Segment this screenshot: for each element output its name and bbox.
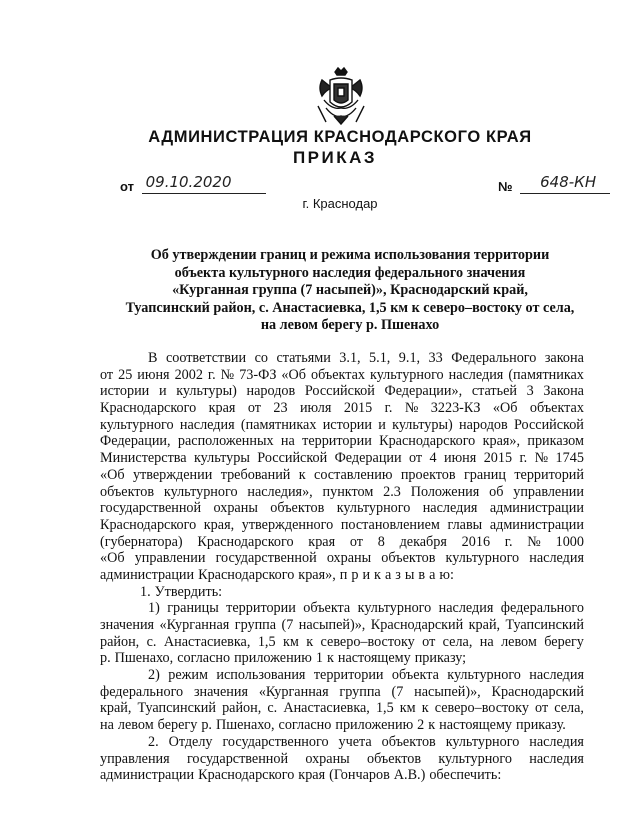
date-value: 09.10.2020 — [145, 173, 232, 191]
body-line: государственной охраны объектов культурного наследия администрации — [100, 500, 584, 517]
body-line: край, Туапсинский район, с. Анастасиевка, 1,5 км к северо–востоку от села, — [100, 700, 584, 717]
title-line: объекта культурного наследия федерального значения — [174, 264, 526, 281]
city: г. Краснодар — [302, 196, 378, 211]
body-line: федерального значения «Курганная группа (7 насыпей)», Краснодарский — [100, 683, 584, 700]
body-line: на левом берегу р. Пшенахо, согласно приложению 2 к настоящему приказу. — [100, 717, 566, 734]
title-line: Туапсинский район, с. Анастасиевка, 1,5 км к северо–востоку от села, — [125, 299, 575, 316]
body-line: В соответствии со статьями 3.1, 5.1, 9.1, 33 Федерального закона — [148, 350, 584, 366]
body-line: 1. Утвердить: — [140, 583, 223, 600]
number-prefix: № — [498, 179, 513, 194]
body-line: р. Пшенахо, согласно приложению 1 к настоящему приказу; — [100, 650, 467, 667]
document-title — [120, 247, 580, 335]
body-line: Федерации, расположенных на территории Краснодарского края», приказом — [100, 433, 584, 450]
body-line: 2) режим использования территории объекта культурного наследия — [148, 667, 584, 684]
body-line: от 25 июня 2002 г. № 73-ФЗ «Об объектах культурного наследия (памятниках — [100, 366, 584, 383]
date-field — [120, 173, 266, 194]
body-line: объектов культурного наследия», пунктом 2.3 Положения об управлении — [100, 483, 584, 500]
date-line — [142, 173, 266, 194]
body-line: «Об утверждении требований к составлению проектов границ территорий — [100, 466, 584, 483]
title-line: на левом берегу р. Пшенахо — [260, 317, 440, 334]
body-line: значения «Курганная группа (7 насыпей)», Краснодарский край, Туапсинский — [100, 617, 584, 633]
body-line: Министерства культуры Российской Федерации от 4 июня 2015 г. № 1745 — [100, 450, 584, 467]
date-prefix: от — [120, 179, 134, 194]
number-value: 648-КН — [540, 173, 597, 191]
body-line: администрации Краснодарского края (Гончаров А.В.) обеспечить: — [100, 767, 502, 784]
organization-name: АДМИНИСТРАЦИЯ КРАСНОДАРСКОГО КРАЯ — [148, 128, 532, 146]
body-line: (губернатора) Краснодарского края от 8 декабря 2016 г. № 1000 — [100, 533, 584, 550]
body-line: «Об управлении государственной охраны объектов культурного наследия — [100, 550, 584, 567]
body-line: 2. Отделу государственного учета объектов культурного наследия — [148, 733, 584, 750]
body-line: 1) границы территории объекта культурного наследия федерального — [148, 600, 584, 617]
body-line: Краснодарского края, утвержденного постановлением главы администрации — [100, 516, 584, 533]
number-line — [520, 173, 610, 194]
body-line: управления государственной охраны объектов культурного наследия — [100, 750, 584, 767]
coat-of-arms-icon — [312, 66, 370, 128]
title-line: «Курганная группа (7 насыпей)», Краснодарский край, — [172, 282, 528, 299]
body-line: культурного наследия (памятниках истории и культуры) народов Российской — [100, 416, 584, 433]
body-line: Краснодарского края от 23 июля 2015 г. № 3223-КЗ «Об объектах — [100, 400, 584, 417]
document-type: ПРИКАЗ — [292, 148, 378, 167]
document-body — [100, 350, 584, 784]
number-field — [498, 173, 610, 194]
title-line: Об утверждении границ и режима использования территории — [150, 247, 550, 263]
body-line: администрации Краснодарского края», п р и к а з ы в а ю: — [100, 566, 454, 583]
body-line: истории и культуры) народов Российской Федерации», статьей 3 Закона — [100, 383, 584, 400]
body-line: район, с. Анастасиевка, 1,5 км к северо–востоку от села, на левом берегу — [100, 633, 584, 650]
